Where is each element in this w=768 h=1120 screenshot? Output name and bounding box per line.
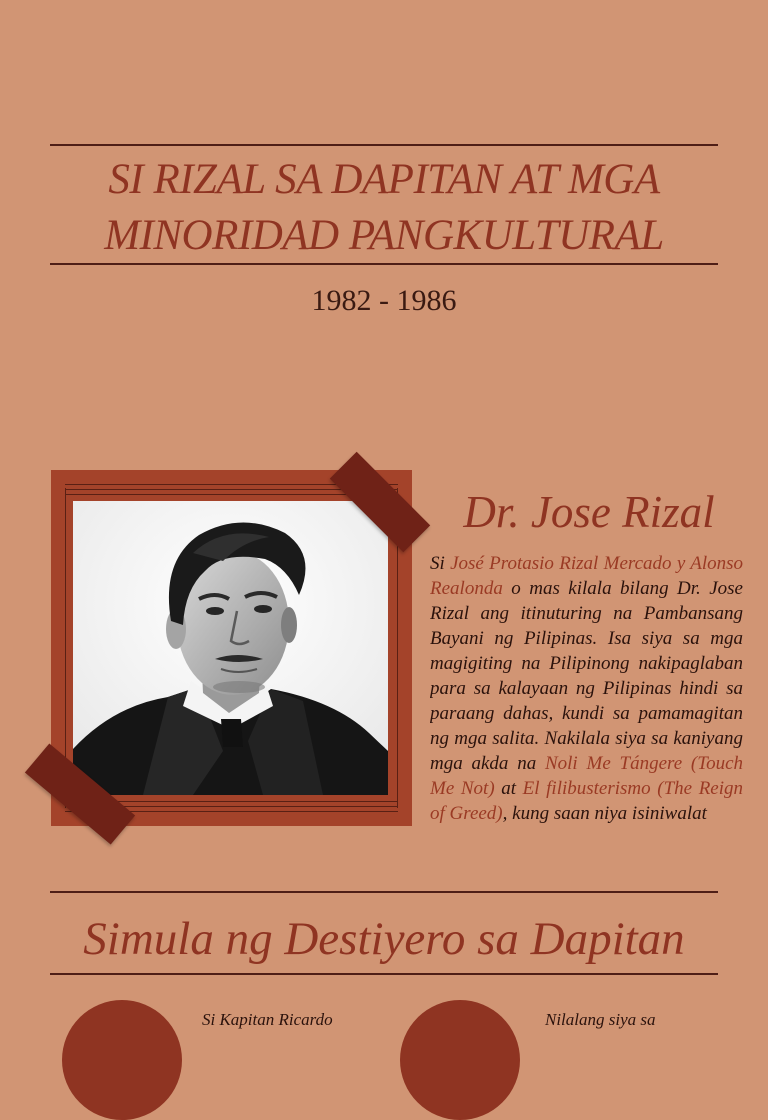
timeline-circle-left xyxy=(62,1000,182,1120)
title-bottom-rule xyxy=(50,263,718,265)
profile-name: Dr. Jose Rizal xyxy=(463,487,715,537)
bio-text-2: o mas kilala bilang Dr. Jose Rizal ang itinuturing na Pambansang Bayani ng Pilipinas. Isa siya sa mga magigiting na Pilipinong nakipaglaban para sa kalayaan ng Pilipinas hindi sa paraang dahas, kundi sa pamamagitan ng mga salita. Nakilala siya sa kaniyang mga akda na xyxy=(430,578,743,774)
bio-text-4: , kung saan niya isiniwalat xyxy=(502,803,707,824)
top-rule xyxy=(50,144,718,146)
bio-book-fili: El filibusterismo (The Reign of Greed) xyxy=(430,778,743,824)
section-snippet-left: Si Kapitan Ricardo xyxy=(202,1010,333,1029)
section-snippet-right: Nilalang siya sa xyxy=(545,1010,656,1029)
bio-text-3: at xyxy=(494,778,523,799)
page-title-line-1: SI RIZAL SA DAPITAN AT MGA xyxy=(108,156,660,203)
section-bottom-rule xyxy=(50,973,718,975)
timeline-circle-right xyxy=(400,1000,520,1120)
year-range: 1982 - 1986 xyxy=(311,284,457,317)
profile-bio xyxy=(430,551,743,863)
bio-full-name: José Protasio Rizal Mercado y Alonso Realonda xyxy=(430,553,743,599)
page-title xyxy=(50,152,718,264)
page-title-line-2: MINORIDAD PANGKULTURAL xyxy=(104,212,664,259)
section-title: Simula ng Destiyero sa Dapitan xyxy=(83,913,685,965)
bio-text-1: Si xyxy=(430,553,451,574)
bio-book-noli: Noli Me Tángere (Touch Me Not) xyxy=(430,753,743,799)
portrait-photo xyxy=(73,501,388,795)
section-top-rule xyxy=(50,891,718,893)
